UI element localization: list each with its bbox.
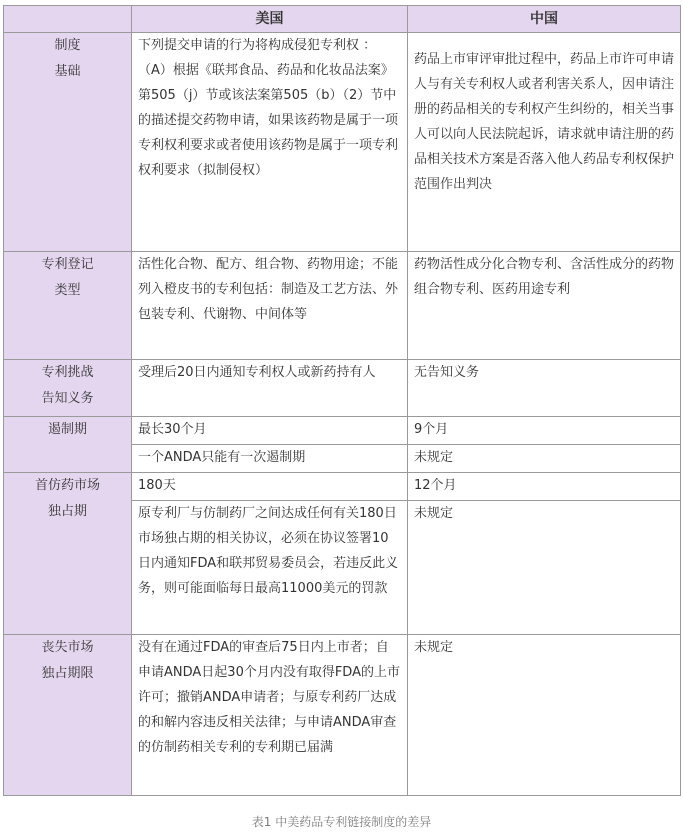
us-cell-forfeiture: 没有在通过FDA的审查后75日内上市者；自申请ANDA日起30个月内没有取得FDA的上市许可；撤销ANDA申请者；与原专利药厂达成的和解内容违反相关法律；与申请ANDA审查的仿制药相关专利的专利期已届满 [132,635,408,796]
header-blank-cell [4,6,132,33]
comparison-table [3,5,681,796]
row-label-line: 遏制期 [47,422,87,437]
us-cell-exclusivity-days: 180天 [132,473,408,501]
row-label-notice-duty [4,360,132,417]
table-row [4,635,681,796]
table-row [4,33,681,252]
us-cell-stay-once: 一个ANDA只能有一次遏制期 [132,445,408,473]
cn-cell-stay-once: 未规定 [408,445,681,473]
header-us: 美国 [132,6,408,33]
table-row [4,360,681,417]
table-row [4,417,681,445]
row-label-line: 丧失市场 独占期限 [41,640,94,681]
us-cell-stay-max: 最长30个月 [132,417,408,445]
table-row [4,473,681,501]
us-cell-exclusivity-agreement: 原专利厂与仿制药厂之间达成任何有关180日市场独占期的相关协议，必须在协议签署10日内通知FDA和联邦贸易委员会，若违反此义务，则可能面临每日最高11000美元的罚款 [132,501,408,635]
row-label-line: 首仿药市场 独占期 [34,478,100,519]
cn-cell-stay-max: 9个月 [408,417,681,445]
row-label-forfeiture [4,635,132,796]
cn-cell-exclusivity-months: 12个月 [408,473,681,501]
row-label-line: 专利登记 类型 [41,257,94,298]
cn-cell-notice-duty: 无告知义务 [408,360,681,417]
row-label-stay-period [4,417,132,473]
us-cell-patent-types: 活性化合物、配方、组合物、药物用途；不能列入橙皮书的专利包括：制造及工艺方法、外包装专利、代谢物、中间体等 [132,252,408,360]
cn-cell-forfeiture: 未规定 [408,635,681,796]
row-label-line: 制度 基础 [54,38,81,79]
table-row [4,252,681,360]
table-caption: 表1 中美药品专利链接制度的差异 [251,815,432,829]
us-cell-notice-duty: 受理后20日内通知专利权人或新药持有人 [132,360,408,417]
us-cell-system-basis: 下列提交申请的行为将构成侵犯专利权 ： （A）根据《联邦食品、药品和化妆品法案》第505（j）节或该法案第505（b）（2）节中的描述提交药物申请，如果该药物是属于一项专利权利要求或者使用该药物是属于一项专利权利要求（拟制侵权） [132,33,408,252]
row-label-system-basis [4,33,132,252]
row-label-exclusivity [4,473,132,635]
cn-cell-exclusivity-agreement: 未规定 [408,501,681,635]
header-cn: 中国 [408,6,681,33]
table-header-row [4,6,681,33]
cn-cell-patent-types: 药物活性成分化合物专利、含活性成分的药物组合物专利、医药用途专利 [408,252,681,360]
row-label-patent-types [4,252,132,360]
cn-cell-system-basis: 药品上市审评审批过程中，药品上市许可申请人与有关专利权人或者利害关系人，因申请注册的药品相关的专利权产生纠纷的，相关当事人可以向人民法院起诉，请求就申请注册的药品相关技术方案是否落入他人药品专利权保护范围作出判决 [408,33,681,252]
row-label-line: 专利挑战 告知义务 [41,365,94,406]
